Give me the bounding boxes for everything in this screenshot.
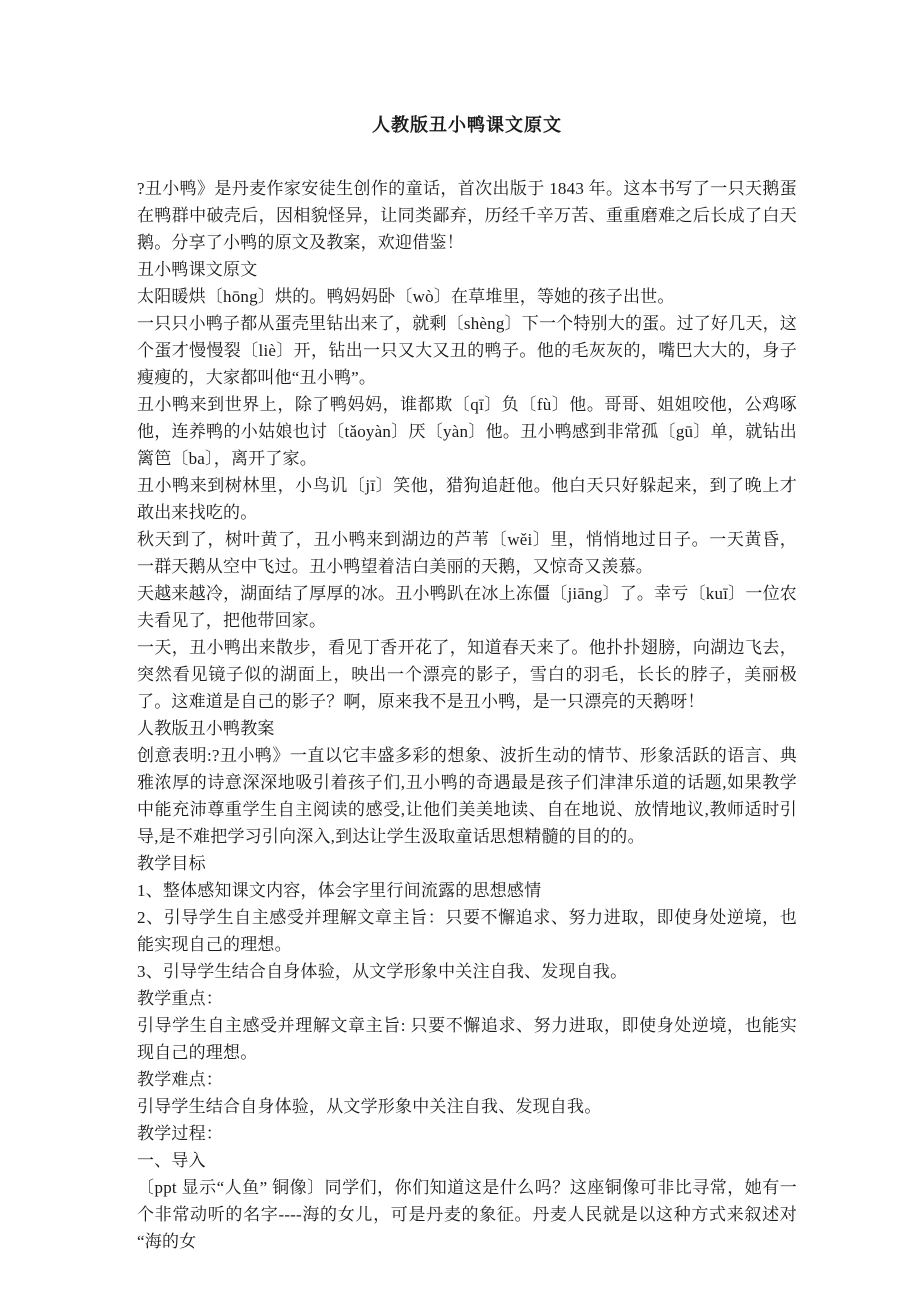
paragraph-autumn: 秋天到了，树叶黄了，丑小鸭来到湖边的芦苇〔wěi〕里，悄悄地过日子。一天黄昏，一群天鹅从空中飞过。丑小鸭望着洁白美丽的天鹅，又惊奇又羡慕。	[137, 530, 797, 576]
paragraph-difficulty-detail: 引导学生结合自身体验，从文学形象中关注自我、发现自我。	[137, 1097, 602, 1116]
paragraph-spring-swan: 一天，丑小鸭出来散步，看见丁香开花了，知道春天来了。他扑扑翅膀，向湖边飞去，突然看见镜子似的湖面上，映出一个漂亮的影子，雪白的羽毛，长长的脖子，美丽极了。这难道是自己的影子？啊，原来我不是丑小鸭，是一只漂亮的天鹅呀！	[137, 638, 797, 711]
paragraph-winter: 天越来越冷，湖面结了厚厚的冰。丑小鸭趴在冰上冻僵〔jiāng〕了。幸亏〔kuī〕一位农夫看见了，把他带回家。	[137, 584, 797, 630]
intro-paragraph: ?丑小鸭》是丹麦作家安徒生创作的童话，首次出版于 1843 年。这本书写了一只天鹅蛋在鸭群中破壳后，因相貌怪异，让同类鄙弃，历经千辛万苦、重重磨难之后长成了白天鹅。分享了小鸭的原文及教案，欢迎借鉴！	[137, 179, 797, 252]
goal-item-1: 1、整体感知课文内容，体会字里行间流露的思想感情	[137, 881, 542, 900]
goal-item-3: 3、引导学生结合自身体验，从文学形象中关注自我、发现自我。	[137, 962, 628, 981]
paragraph-focus-detail: 引导学生自主感受并理解文章主旨: 只要不懈追求、努力进取，即使身处逆境，也能实现自己的理想。	[137, 1016, 797, 1062]
paragraph-sun-hatch: 太阳暖烘〔hōng〕烘的。鸭妈妈卧〔wò〕在草堆里，等她的孩子出世。	[137, 287, 675, 306]
heading-teaching-difficulty: 教学难点：	[137, 1070, 223, 1089]
goal-item-2: 2、引导学生自主感受并理解文章主旨：只要不懈追求、努力进取，即使身处逆境，也能实现自己的理想。	[137, 908, 797, 954]
document-title: 人教版丑小鸭课文原文	[372, 115, 562, 135]
heading-lead-in: 一、导入	[137, 1151, 206, 1170]
paragraph-lead-in-mermaid: 〔ppt 显示“人鱼” 铜像〕同学们，你们知道这是什么吗？这座铜像可非比寻常，她有一个非常动听的名字----海的女儿，可是丹麦的象征。丹麦人民就是以这种方式来叙述对“海的女	[137, 1178, 797, 1251]
paragraph-bullied: 丑小鸭来到世界上，除了鸭妈妈，谁都欺〔qī〕负〔fù〕他。哥哥、姐姐咬他，公鸡啄他，连养鸭的小姑娘也讨〔tǎoyàn〕厌〔yàn〕他。丑小鸭感到非常孤〔gū〕单，就钻出篱笆〔ba〕，离开了家。	[137, 395, 797, 468]
heading-course-text: 丑小鸭课文原文	[137, 260, 258, 279]
heading-lesson-plan: 人教版丑小鸭教案	[137, 719, 275, 738]
paragraph-big-egg: 一只只小鸭子都从蛋壳里钻出来了，就剩〔shèng〕下一个特别大的蛋。过了好几天，这个蛋才慢慢裂〔liè〕开，钻出一只又大又丑的鸭子。他的毛灰灰的，嘴巴大大的，身子瘦瘦的，大家都叫他“丑小鸭”。	[137, 314, 797, 387]
heading-teaching-focus: 教学重点：	[137, 989, 223, 1008]
heading-teaching-goals: 教学目标	[137, 854, 206, 873]
heading-teaching-process: 教学过程：	[137, 1124, 223, 1143]
paragraph-creative-note: 创意表明:?丑小鸭》一直以它丰盛多彩的想象、波折生动的情节、形象活跃的语言、典雅浓厚的诗意深深地吸引着孩子们,丑小鸭的奇遇最是孩子们津津乐道的话题,如果教学中能充沛尊重学生自主阅读的感受,让他们美美地读、自在地说、放情地议,教师适时引导,是不难把学习引向深入,到达让学生汲取童话思想精髓的目的的。	[137, 746, 797, 846]
paragraph-forest: 丑小鸭来到树林里，小鸟讥〔jī〕笑他，猎狗追赶他。他白天只好躲起来，到了晚上才敢出来找吃的。	[137, 476, 797, 522]
